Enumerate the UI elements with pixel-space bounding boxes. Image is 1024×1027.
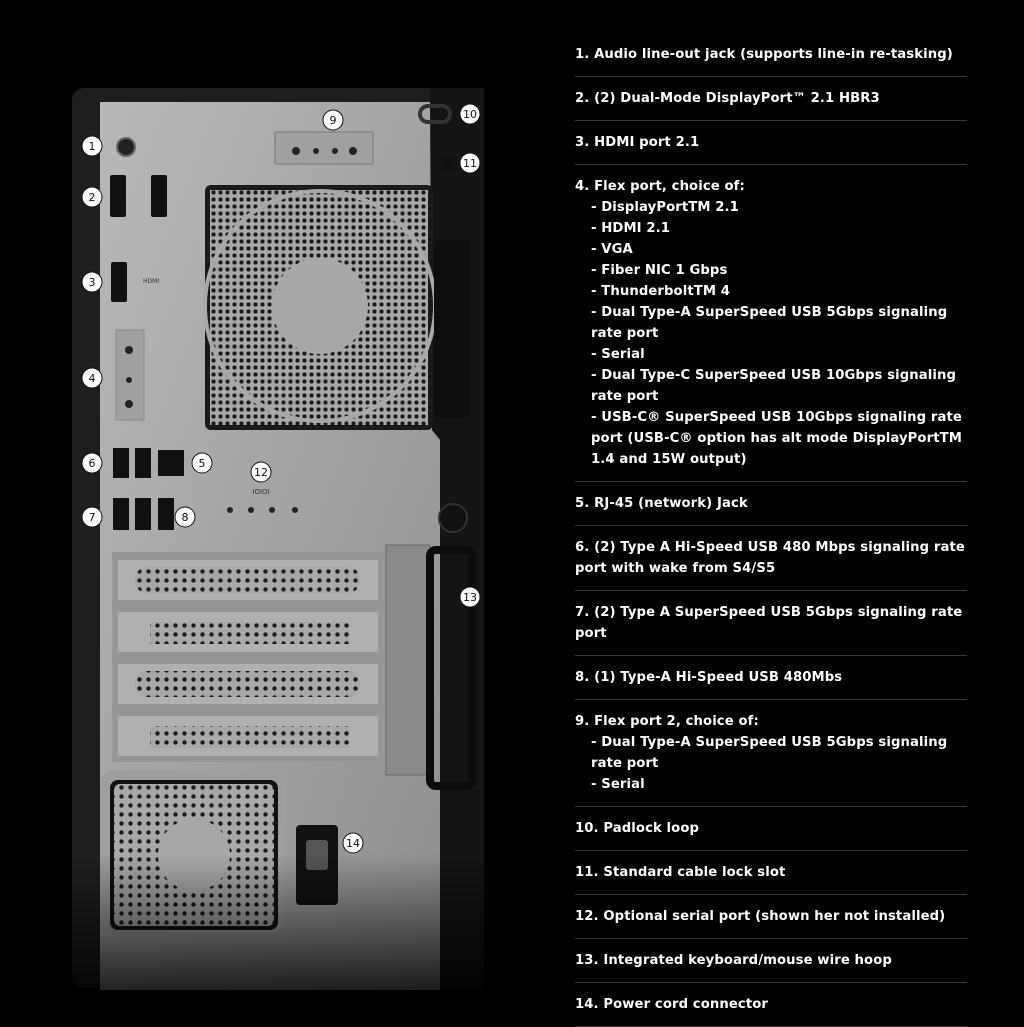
callout-number: 10 — [463, 108, 477, 121]
legend-item — [575, 34, 967, 77]
legend-subitem: - Fiber NIC 1 Gbps — [591, 263, 728, 278]
legend-item — [575, 656, 967, 700]
legend-item-title: 13. Integrated keyboard/mouse wire hoop — [575, 953, 892, 968]
callout-number: 11 — [463, 157, 477, 170]
legend-item-title: 3. HDMI port 2.1 — [575, 135, 700, 150]
callout-number: 7 — [88, 511, 96, 524]
callout-number: 9 — [329, 114, 337, 127]
callout-14 — [343, 833, 363, 853]
callout-3 — [82, 272, 102, 292]
legend-item — [575, 939, 967, 983]
callout-number: 14 — [346, 837, 360, 850]
legend-item-title: 2. (2) Dual-Mode DisplayPort™ 2.1 HBR3 — [575, 91, 880, 106]
legend-item-title: 14. Power cord connector — [575, 997, 768, 1012]
legend-item — [575, 165, 967, 482]
callout-12 — [251, 462, 271, 482]
callout-8 — [175, 507, 195, 527]
callout-4 — [82, 368, 102, 388]
callout-number: 8 — [181, 511, 189, 524]
callout-number: 12 — [254, 466, 268, 479]
legend-item-title: 9. Flex port 2, choice of: — [575, 714, 759, 729]
legend-item — [575, 482, 967, 526]
legend-item-title: 10. Padlock loop — [575, 821, 700, 836]
legend-item — [575, 526, 967, 591]
callout-number: 13 — [463, 591, 477, 604]
legend-item — [575, 121, 967, 165]
callout-number: 4 — [88, 372, 96, 385]
legend-subitem: - HDMI 2.1 — [591, 221, 671, 236]
legend-subitem: - Dual Type-A SuperSpeed USB 5Gbps signaling rate port — [591, 735, 948, 771]
legend-subitem: - VGA — [591, 242, 633, 257]
callout-9 — [323, 110, 343, 130]
legend-item-title: 11. Standard cable lock slot — [575, 865, 786, 880]
legend-subitem: - ThunderboltTM 4 — [591, 284, 731, 299]
legend-subitem: - Serial — [591, 777, 645, 792]
legend-item-title: 8. (1) Type-A Hi-Speed USB 480Mbs — [575, 670, 843, 685]
callout-1 — [82, 136, 102, 156]
legend-item — [575, 983, 967, 1027]
legend-item-title: 4. Flex port, choice of: — [575, 179, 745, 194]
legend-item-title: 7. (2) Type A SuperSpeed USB 5Gbps signaling rate port — [575, 605, 963, 641]
legend-item — [575, 77, 967, 121]
callout-6 — [82, 453, 102, 473]
legend-item — [575, 591, 967, 656]
legend-item — [575, 700, 967, 807]
callout-5 — [192, 453, 212, 473]
callout-7 — [82, 507, 102, 527]
legend-item — [575, 851, 967, 895]
callout-number: 3 — [88, 276, 96, 289]
legend-subitem: - DisplayPortTM 2.1 — [591, 200, 739, 215]
callout-number: 5 — [198, 457, 206, 470]
legend-subitem: - Dual Type-A SuperSpeed USB 5Gbps signaling rate port — [591, 305, 948, 341]
callout-number: 2 — [88, 191, 96, 204]
callout-11 — [460, 153, 480, 173]
legend-item — [575, 807, 967, 851]
callout-2 — [82, 187, 102, 207]
legend-subitem: - USB-C® SuperSpeed USB 10Gbps signaling rate port (USB-C® option has alt mode DisplayPortTM 1.4 and 15W output) — [591, 410, 962, 467]
legend-item-title: 6. (2) Type A Hi-Speed USB 480 Mbps signaling rate port with wake from S4/S5 — [575, 540, 965, 576]
legend-item-title: 1. Audio line-out jack (supports line-in re-tasking) — [575, 47, 953, 62]
callout-number: 6 — [88, 457, 96, 470]
port-legend — [575, 34, 967, 1027]
legend-item — [575, 895, 967, 939]
callout-13 — [460, 587, 480, 607]
callout-10 — [460, 104, 480, 124]
legend-subitem: - Dual Type-C SuperSpeed USB 10Gbps signaling rate port — [591, 368, 957, 404]
legend-subitem: - Serial — [591, 347, 645, 362]
callout-number: 1 — [88, 140, 96, 153]
legend-item-title: 5. RJ-45 (network) Jack — [575, 496, 748, 511]
legend-item-title: 12. Optional serial port (shown her not installed) — [575, 909, 946, 924]
